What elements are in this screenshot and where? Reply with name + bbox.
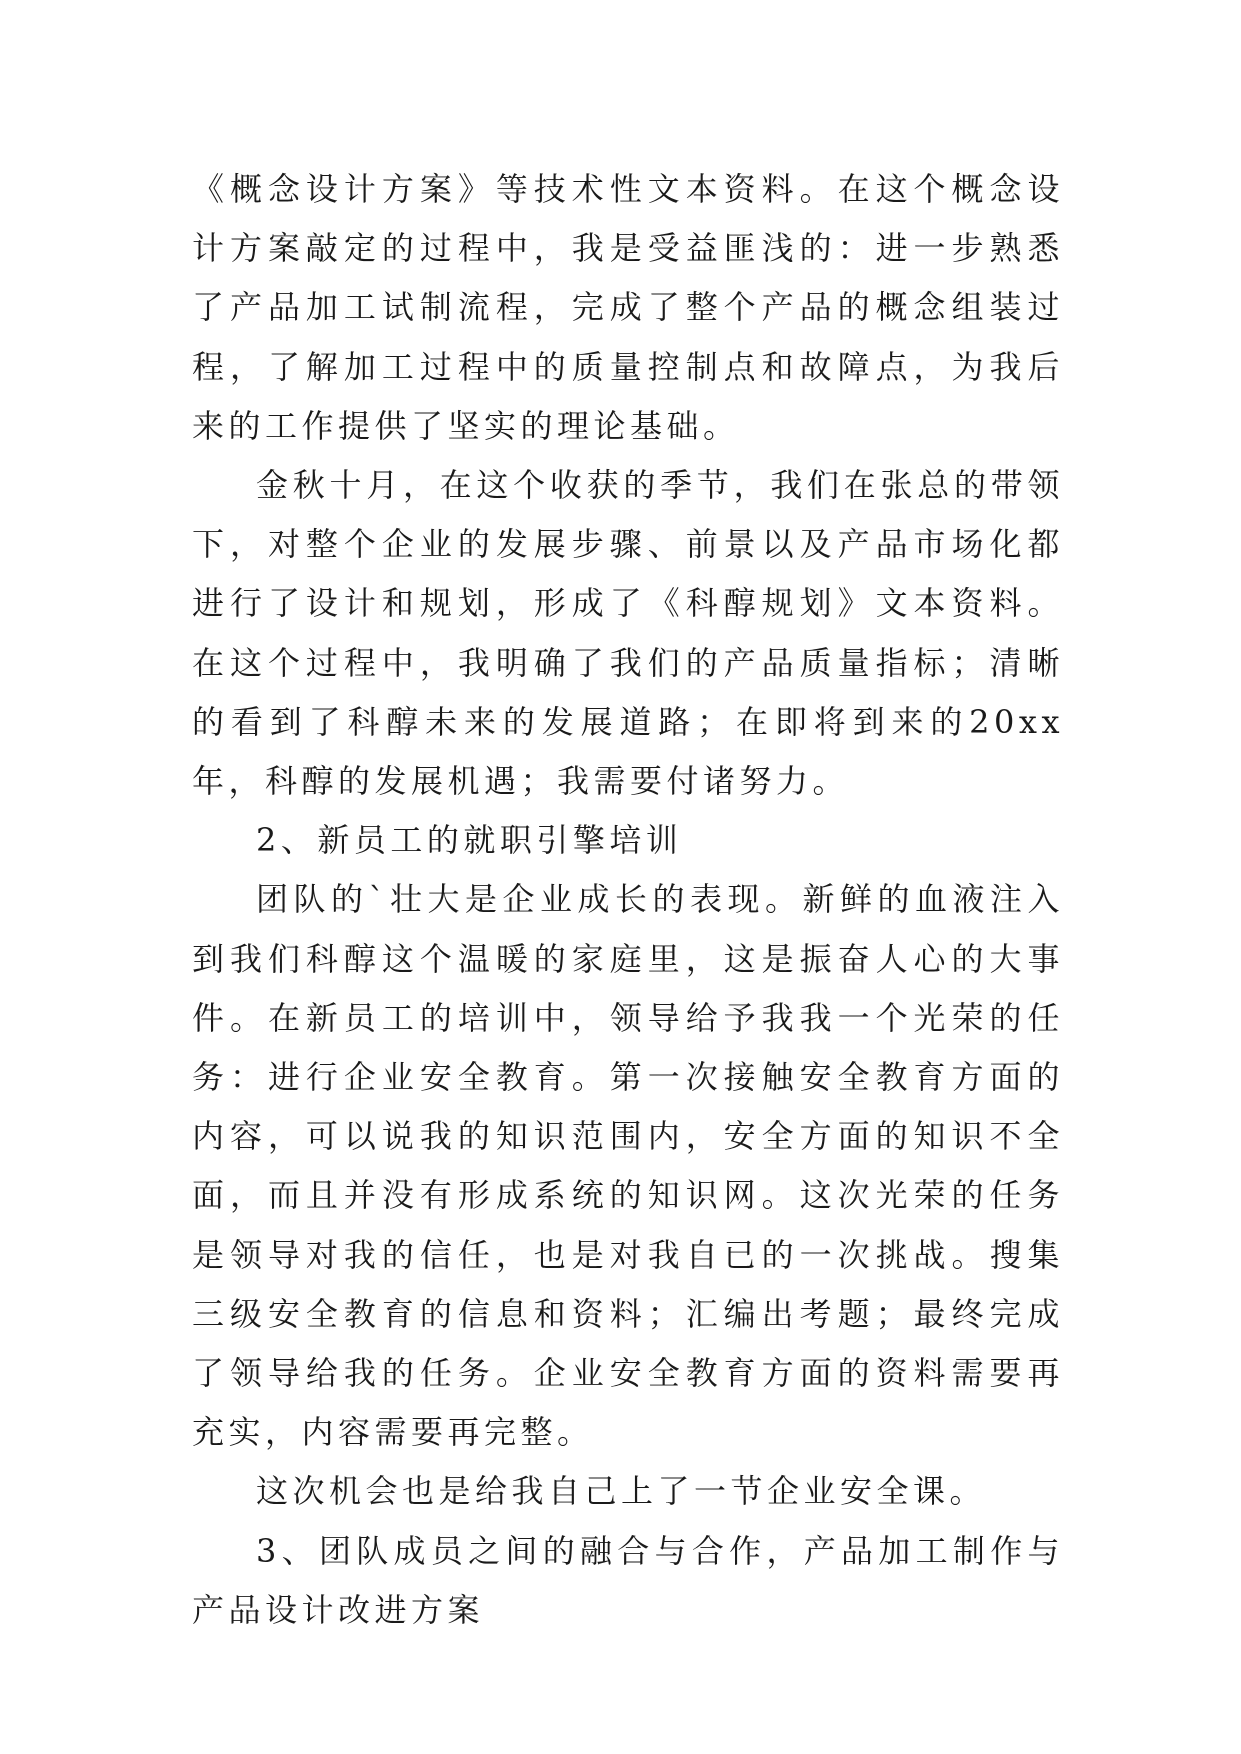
document-body <box>192 160 1064 1640</box>
section-heading-team-cooperation: 3、团队成员之间的融合与合作，产品加工制作与产品设计改进方案 <box>192 1531 1064 1629</box>
section-heading-new-employee-training: 2、新员工的就职引擎培训 <box>256 821 683 860</box>
paragraph-team-growth: 团队的`壮大是企业成长的表现。新鲜的血液注入到我们科醇这个温暖的家庭里，这是振奋人心的大事件。在新员工的培训中，领导给予我我一个光荣的任务：进行企业安全教育。第一次接触安全教育方面的内容，可以说我的知识范围内，安全方面的知识不全面，而且并没有形成系统的知识网。这次光荣的任务是领导对我的信任，也是对我自已的一次挑战。搜集三级安全教育的信息和资料；汇编出考题；最终完成了领导给我的任务。企业安全教育方面的资料需要再充实，内容需要再完整。 <box>192 880 1064 1452</box>
paragraph-concept-design: 《概念设计方案》等技术性文本资料。在这个概念设计方案敲定的过程中，我是受益匪浅的：进一步熟悉了产品加工试制流程，完成了整个产品的概念组装过程，了解加工过程中的质量控制点和故障点，为我后来的工作提供了坚实的理论基础。 <box>192 170 1064 445</box>
paragraph-safety-lesson: 这次机会也是给我自己上了一节企业安全课。 <box>256 1472 987 1511</box>
paragraph-golden-october: 金秋十月，在这个收获的季节，我们在张总的带领下，对整个企业的发展步骤、前景以及产品市场化都进行了设计和规划，形成了《科醇规划》文本资料。在这个过程中，我明确了我们的产品质量指标；清晰的看到了科醇未来的发展道路；在即将到来的20xx年，科醇的发展机遇；我需要付诸努力。 <box>192 466 1064 801</box>
